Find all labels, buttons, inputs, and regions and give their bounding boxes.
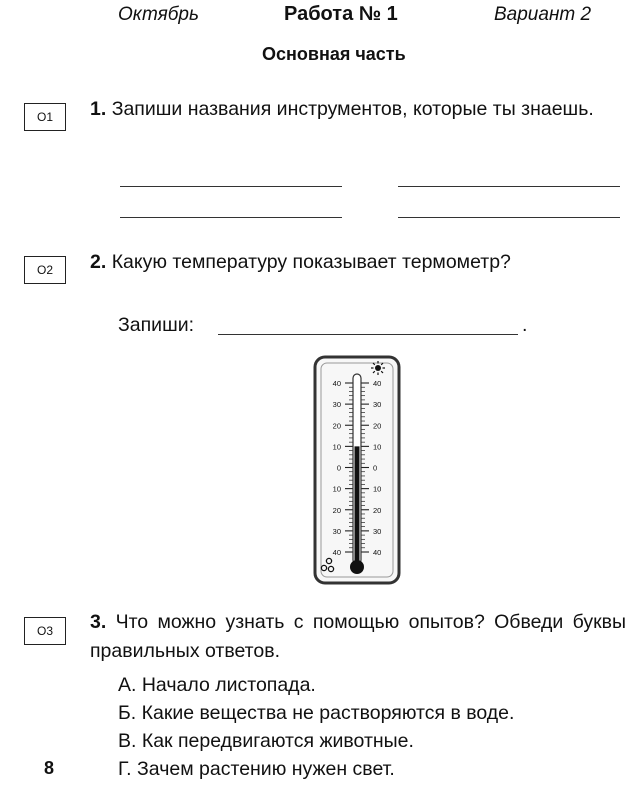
right-scale-label: 20 [373, 421, 382, 431]
task-3-number: 3. [90, 611, 107, 633]
header-variant: Вариант 2 [494, 4, 592, 25]
right-scale-label: 40 [373, 548, 382, 557]
sun-icon [371, 361, 385, 375]
right-scale-label: 10 [373, 442, 382, 452]
task-code-o1: О1 [24, 103, 66, 131]
left-scale-label: 40 [332, 379, 341, 388]
header-month: Октябрь [118, 4, 199, 25]
answer-line-2[interactable] [398, 186, 620, 187]
right-scale-label: 20 [373, 505, 382, 515]
right-scale-label: 30 [373, 400, 382, 410]
task-1 [90, 95, 628, 124]
task-code-o3: О3 [24, 617, 66, 645]
thermometer-bulb [350, 560, 364, 574]
right-scale-label: 30 [373, 526, 382, 536]
left-scale-label: 10 [332, 484, 341, 494]
header-work-title: Работа № 1 [284, 3, 398, 25]
answer-line-1[interactable] [120, 186, 342, 187]
task-1-text: Запиши названия инструментов, которые ты знаешь. [111, 98, 594, 120]
option-d[interactable]: Г. Зачем растению нужен свет. [118, 758, 395, 780]
answer-line-3[interactable] [120, 217, 342, 218]
task-code-o2: О2 [24, 256, 66, 284]
answer-label: Запиши: [118, 314, 195, 336]
left-scale-label: 20 [332, 505, 341, 515]
task-3 [90, 608, 626, 666]
left-scale-label: 30 [332, 400, 341, 410]
right-scale-label: 40 [373, 379, 382, 388]
task-1-number: 1. [90, 98, 107, 120]
right-scale-label: 10 [373, 484, 382, 494]
left-scale-label: 20 [332, 421, 341, 431]
option-c[interactable]: В. Как передвигаются животные. [118, 730, 414, 752]
answer-end: . [522, 314, 528, 336]
task-2-number: 2. [90, 251, 107, 273]
task-2-text: Какую температуру показывает термометр? [111, 251, 511, 273]
right-scale-label: 0 [373, 463, 378, 473]
left-scale-label: 40 [332, 548, 341, 557]
answer-line-4[interactable] [398, 217, 620, 218]
option-a[interactable]: А. Начало листопада. [118, 674, 316, 696]
task-3-text: Что можно узнать с помощью опытов? Обведи буквы правильных ответов. [90, 611, 626, 662]
page-number: 8 [44, 758, 55, 778]
option-b[interactable]: Б. Какие вещества не растворяются в воде. [118, 702, 515, 724]
temperature-answer-line[interactable] [218, 334, 518, 335]
section-title: Основная часть [262, 44, 406, 64]
thermometer-liquid [355, 446, 360, 564]
left-scale-label: 0 [336, 463, 341, 473]
thermometer [312, 354, 402, 586]
left-scale-label: 10 [332, 442, 341, 452]
left-scale-label: 30 [332, 526, 341, 536]
task-2 [90, 248, 626, 277]
